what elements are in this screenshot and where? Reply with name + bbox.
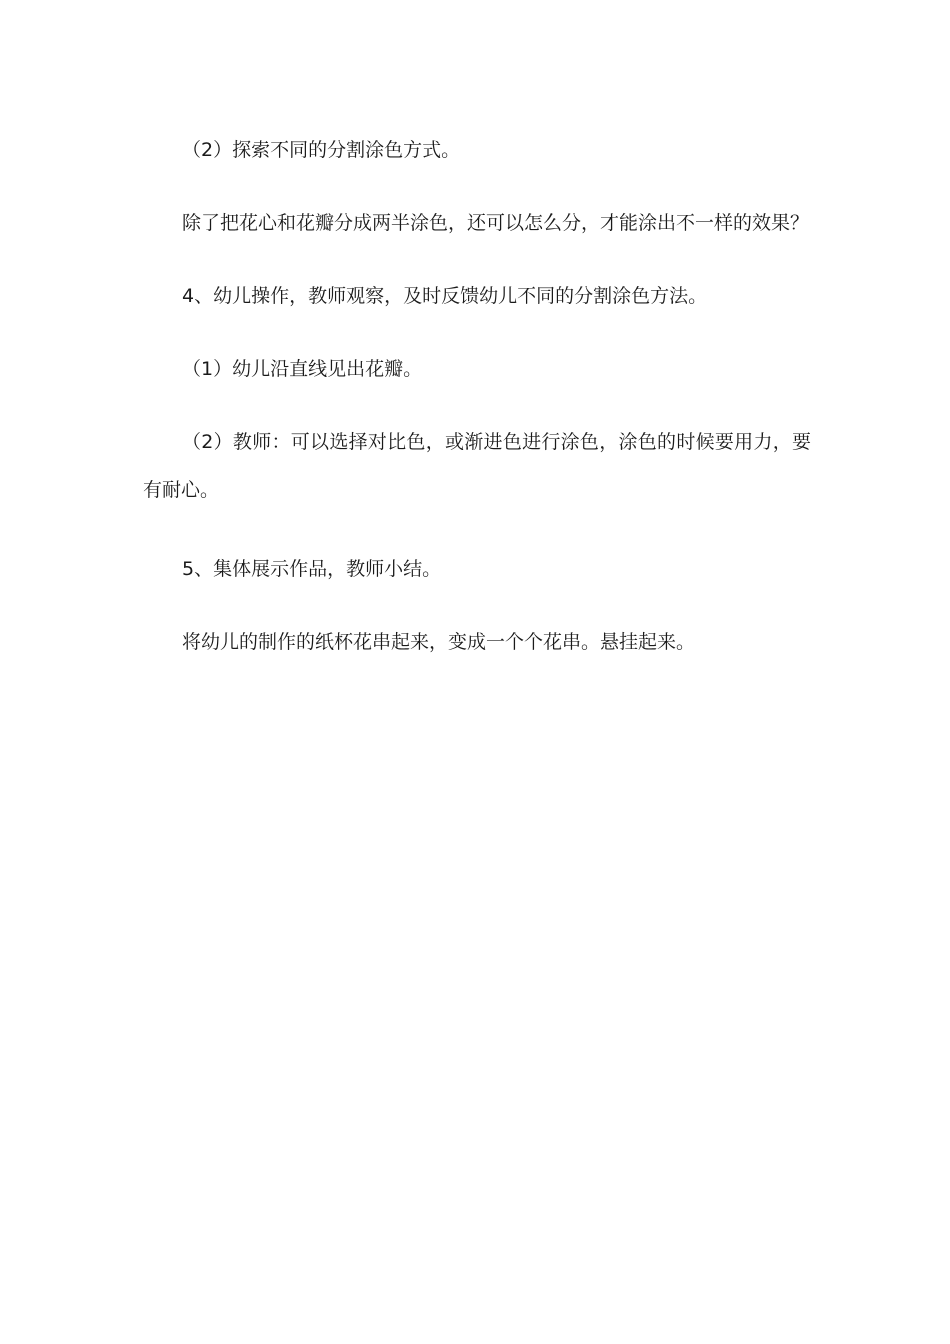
paragraph-explore-split: （2）探索不同的分割涂色方式。 [182,139,461,161]
document-body [143,132,811,660]
paragraph-step-4: 4、幼儿操作，教师观察，及时反馈幼儿不同的分割涂色方法。 [182,285,708,307]
paragraph-step-4-2: （2）教师：可以选择对比色，或渐进色进行涂色，涂色的时候要用力，要有耐心。 [143,431,811,501]
paragraph-display: 将幼儿的制作的纸杯花串起来，变成一个个花串。悬挂起来。 [182,631,696,653]
paragraph-step-5: 5、集体展示作品，教师小结。 [182,558,442,580]
paragraph-step-4-1: （1）幼儿沿直线见出花瓣。 [182,358,423,380]
paragraph-question: 除了把花心和花瓣分成两半涂色，还可以怎么分，才能涂出不一样的效果？ [182,212,810,234]
